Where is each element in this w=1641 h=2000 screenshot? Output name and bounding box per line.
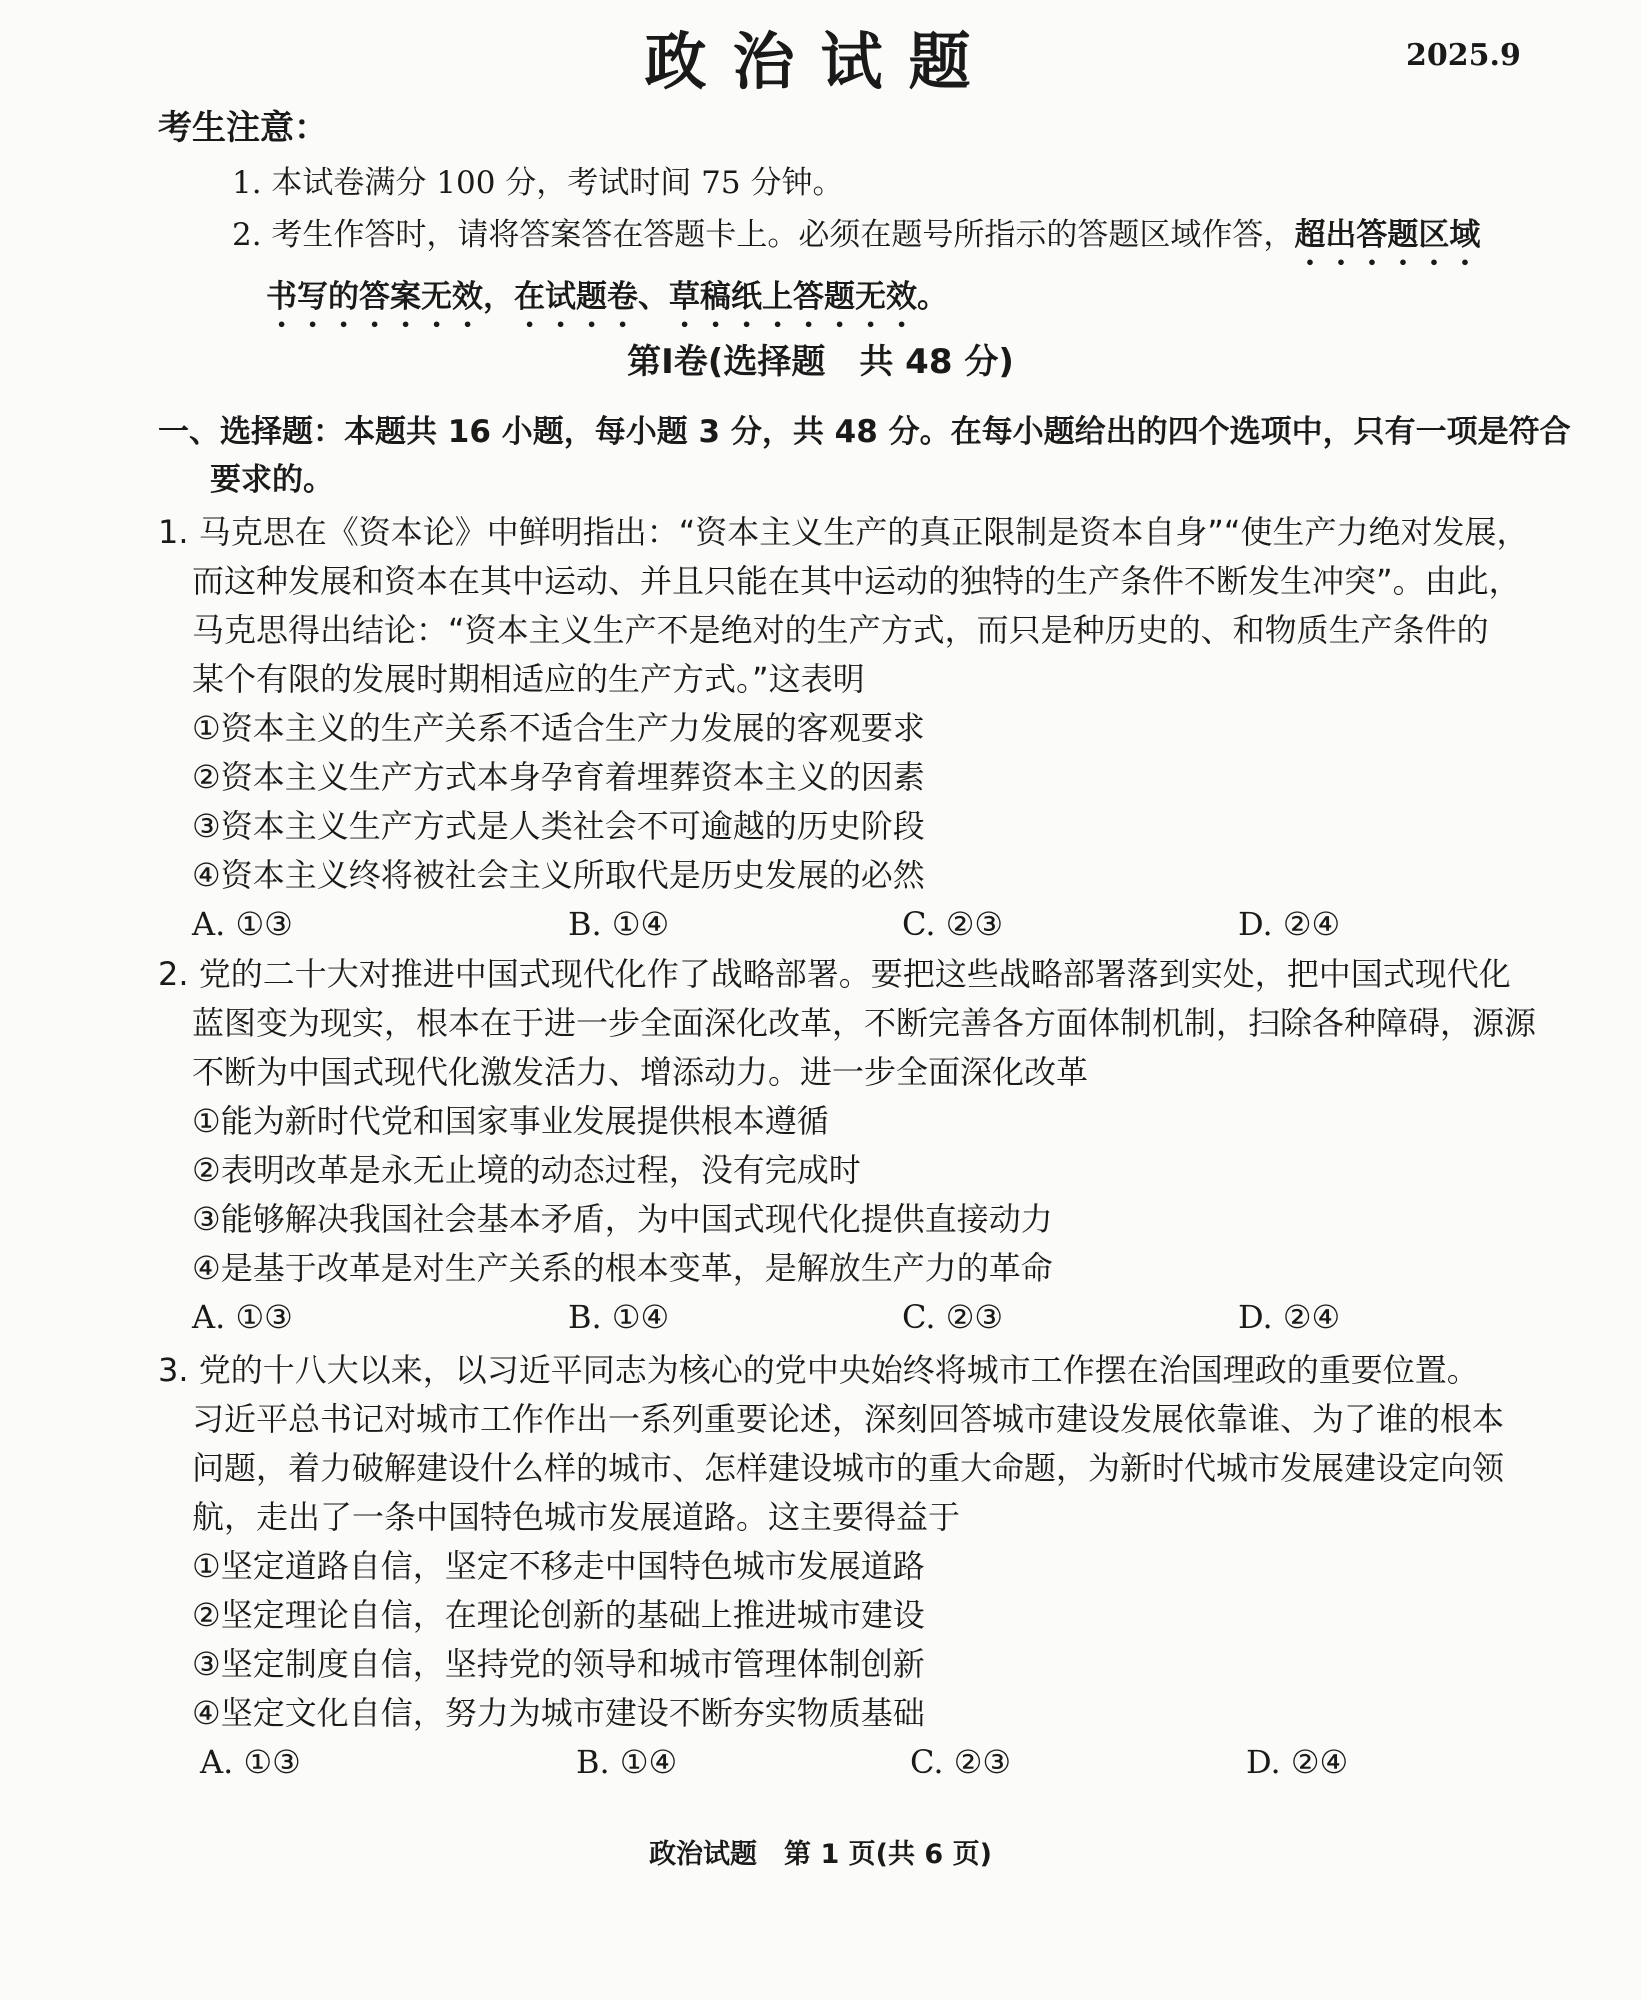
choice-d[interactable]: D. ②④	[1238, 1298, 1341, 1336]
notice-item-1	[232, 158, 1572, 208]
exam-date: 2025.9	[1406, 38, 1521, 73]
instruction-line-2: 要求的。	[210, 462, 334, 498]
choice-b[interactable]: B. ①④	[568, 1298, 670, 1336]
question-stem-line: 习近平总书记对城市工作作出一系列重要论述，深刻回答城市建设发展依靠谁、为了谁的根本	[192, 1400, 1505, 1438]
question-stem-line: 1. 马克思在《资本论》中鲜明指出：“资本主义生产的真正限制是资本自身”“使生产力绝对发展，	[158, 513, 1529, 551]
notice-heading: 考生注意：	[158, 108, 328, 148]
choice-c[interactable]: C. ②③	[910, 1743, 1012, 1781]
statement: ②表明改革是永无止境的动态过程，没有完成时	[192, 1151, 861, 1189]
question-stem-line: 2. 党的二十大对推进中国式现代化作了战略部署。要把这些战略部署落到实处，把中国式现代化	[158, 955, 1511, 993]
notice-item-2-text: 2. 考生作答时，请将答案答在答题卡上。必须在题号所指示的答题区域作答，	[232, 217, 1295, 253]
choice-b[interactable]: B. ①④	[568, 905, 670, 943]
statement: ②资本主义生产方式本身孕育着埋葬资本主义的因素	[192, 758, 925, 796]
instruction-line-1: 一、选择题：本题共 16 小题，每小题 3 分，共 48 分。在每小题给出的四个选项中，只有一项是符合	[158, 414, 1571, 450]
question-2	[158, 950, 1588, 1342]
statement: ③坚定制度自信，坚持党的领导和城市管理体制创新	[192, 1645, 925, 1683]
choice-a[interactable]: A. ①③	[200, 1743, 301, 1781]
question-stem-line: 蓝图变为现实，根本在于进一步全面深化改革，不断完善各方面体制机制，扫除各种障碍，源源	[192, 1004, 1537, 1042]
choice-a[interactable]: A. ①③	[192, 905, 293, 943]
notice-item-2	[232, 210, 1572, 334]
notice-item-2-emphasis-2: 书写的答案无效，在试题卷、草稿纸上答题无效。	[266, 279, 948, 315]
page-footer: 政治试题 第 1 页(共 6 页)	[649, 1839, 992, 1870]
statement: ③能够解决我国社会基本矛盾，为中国式现代化提供直接动力	[192, 1200, 1053, 1238]
question-stem-line: 某个有限的发展时期相适应的生产方式。”这表明	[192, 660, 865, 698]
choice-d[interactable]: D. ②④	[1238, 905, 1341, 943]
choice-a[interactable]: A. ①③	[192, 1298, 293, 1336]
statement: ④坚定文化自信，努力为城市建设不断夯实物质基础	[192, 1694, 925, 1732]
statement: ②坚定理论自信，在理论创新的基础上推进城市建设	[192, 1596, 925, 1634]
statement: ①资本主义的生产关系不适合生产力发展的客观要求	[192, 709, 925, 747]
question-stem-line: 航，走出了一条中国特色城市发展道路。这主要得益于	[192, 1498, 961, 1536]
question-stem-line: 不断为中国式现代化激发活力、增添动力。进一步全面深化改革	[192, 1053, 1089, 1091]
question-stem-line: 问题，着力破解建设什么样的城市、怎样建设城市的重大命题，为新时代城市发展建设定向领	[192, 1449, 1505, 1487]
statement: ③资本主义生产方式是人类社会不可逾越的历史阶段	[192, 807, 925, 845]
answer-choices	[158, 1293, 1588, 1342]
page-title: 政治试题	[644, 25, 997, 98]
question-stem-line: 而这种发展和资本在其中运动、并且只能在其中运动的独特的生产条件不断发生冲突”。由此，	[192, 562, 1521, 600]
question-stem-line: 3. 党的十八大以来，以习近平同志为核心的党中央始终将城市工作摆在治国理政的重要位置。	[158, 1351, 1479, 1389]
statement: ①能为新时代党和国家事业发展提供根本遵循	[192, 1102, 829, 1140]
choice-c[interactable]: C. ②③	[902, 905, 1004, 943]
notice-item-1-text: 1. 本试卷满分 100 分，考试时间 75 分钟。	[232, 165, 844, 201]
choice-b[interactable]: B. ①④	[576, 1743, 678, 1781]
answer-choices	[158, 900, 1588, 949]
notice-item-2-emphasis-1: 超出答题区域	[1294, 217, 1481, 253]
question-stem-line: 马克思得出结论：“资本主义生产不是绝对的生产方式，而只是种历史的、和物质生产条件的	[192, 611, 1489, 649]
question-3	[158, 1346, 1588, 1787]
question-1	[158, 508, 1588, 949]
section-instruction	[158, 408, 1578, 504]
choice-d[interactable]: D. ②④	[1246, 1743, 1349, 1781]
section-title: 第Ⅰ卷(选择题 共 48 分)	[627, 342, 1014, 382]
statement: ④资本主义终将被社会主义所取代是历史发展的必然	[192, 856, 925, 894]
statement: ①坚定道路自信，坚定不移走中国特色城市发展道路	[192, 1547, 925, 1585]
statement: ④是基于改革是对生产关系的根本变革，是解放生产力的革命	[192, 1249, 1053, 1287]
choice-c[interactable]: C. ②③	[902, 1298, 1004, 1336]
answer-choices	[158, 1738, 1588, 1787]
